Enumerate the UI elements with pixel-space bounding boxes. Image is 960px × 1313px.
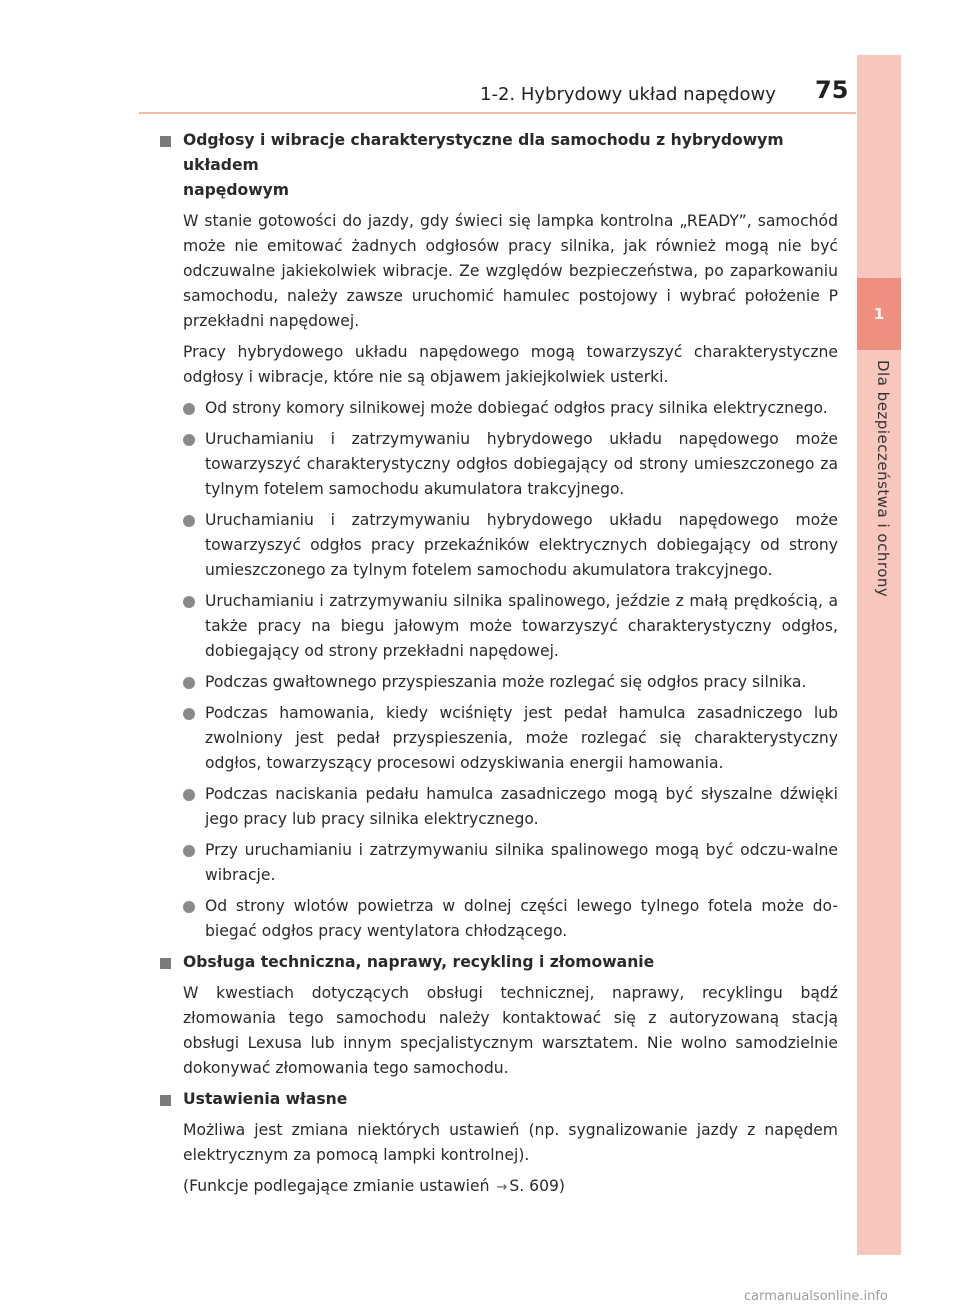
section-heading: Obsługa techniczna, naprawy, recykling i złomowanie [160,950,838,975]
list-item: Od strony komory silnikowej może dobiegać odgłos pracy silnika elektrycznego. [183,396,838,421]
round-bullet-icon [183,708,195,720]
list-item: Uruchamianiu i zatrzymywaniu hybrydowego układu napędowego może towarzyszyć charakterystyczny odgłos dobiegający od strony umieszczonego za tylnym fotelem samochodu akumulatora trakcyjnego. [183,427,838,502]
page-number: 75 [815,76,849,104]
paragraph: Możliwa jest zmiana niektórych ustawień (np. sygnalizowanie jazdy z napędem elektrycznym za pomocą lampki kontrolnej). [183,1121,838,1164]
round-bullet-icon [183,901,195,913]
header-rule [139,112,856,114]
round-bullet-icon [183,515,195,527]
chapter-number: 1 [857,278,901,350]
round-bullet-icon [183,596,195,608]
section-heading: Odgłosy i wibracje charakterystyczne dla samochodu z hybrydowym układem napędowym [160,128,838,203]
list-item: Uruchamianiu i zatrzymywaniu hybrydowego układu napędowego może towarzyszyć odgłos pracy przekaźników elektrycznych dobiegający od strony umieszczonego za tylnym fotelem samochodu akumulatora trakcyjnego. [183,508,838,583]
list-item: Podczas naciskania pedału hamulca zasadniczego mogą być słyszalne dźwięki jego pracy lub pracy silnika elektrycznego. [183,782,838,832]
section-title: 1-2. Hybrydowy układ napędowy [480,84,776,105]
list-item: Podczas hamowania, kiedy wciśnięty jest pedał hamulca zasadniczego lub zwolniony jest pedał przyspieszenia, może rozlegać się charakterystyczny odgłos, towarzyszący procesowi odzyskiwania energii hamowania. [183,701,838,776]
watermark: carmanualsonline.info [744,1289,888,1304]
list-item: Uruchamianiu i zatrzymywaniu silnika spalinowego, jeździe z małą prędkością, a także pracy na biegu jałowym może towarzyszyć charakterystyczny odgłos, dobiegający od strony przekładni napędowej. [183,589,838,664]
round-bullet-icon [183,845,195,857]
round-bullet-icon [183,677,195,689]
paragraph: Pracy hybrydowego układu napędowego mogą towarzyszyć charakterystyczne odgłosy i wibracje, które nie są objawem jakiejkolwiek usterki. [183,343,838,386]
chapter-title: Dla bezpieczeństwa i ochrony [874,360,892,598]
content [160,128,838,1206]
square-bullet-icon [160,136,171,147]
list-item: Od strony wlotów powietrza w dolnej części lewego tylnego fotela może do-biegać odgłos pracy wentylatora chłodzącego. [183,894,838,944]
list-item: Podczas gwałtownego przyspieszania może rozlegać się odgłos pracy silnika. [183,670,838,695]
arrow-right-icon: → [496,1180,508,1195]
list-item: Przy uruchamianiu i zatrzymywaniu silnika spalinowego mogą być odczu-walne wibracje. [183,838,838,888]
square-bullet-icon [160,1095,171,1106]
round-bullet-icon [183,789,195,801]
paragraph: W stanie gotowości do jazdy, gdy świeci się lampka kontrolna „READY”, samochód może nie emitować żadnych odgłosów pracy silnika, jak również mogą nie być odczuwalne jakiekolwiek wibracje. Ze względów bezpieczeństwa, po zaparkowaniu samochodu, należy zawsze uruchomić hamulec postojowy i wybrać położenie P przekładni napędowej. [183,212,838,330]
round-bullet-icon [183,403,195,415]
page-reference: (Funkcje podlegające zmianie ustawień → S. 609) [183,1177,566,1195]
paragraph: W kwestiach dotyczących obsługi technicznej, naprawy, recyklingu bądź złomowania tego samochodu należy kontaktować się z autoryzowaną stacją obsługi Lexusa lub innym specjalistycznym warsztatem. Nie wolno samodzielnie dokonywać złomowania tego samochodu. [183,984,838,1077]
side-tab [857,55,901,1255]
section-heading: Ustawienia własne [160,1087,838,1112]
round-bullet-icon [183,434,195,446]
square-bullet-icon [160,958,171,969]
